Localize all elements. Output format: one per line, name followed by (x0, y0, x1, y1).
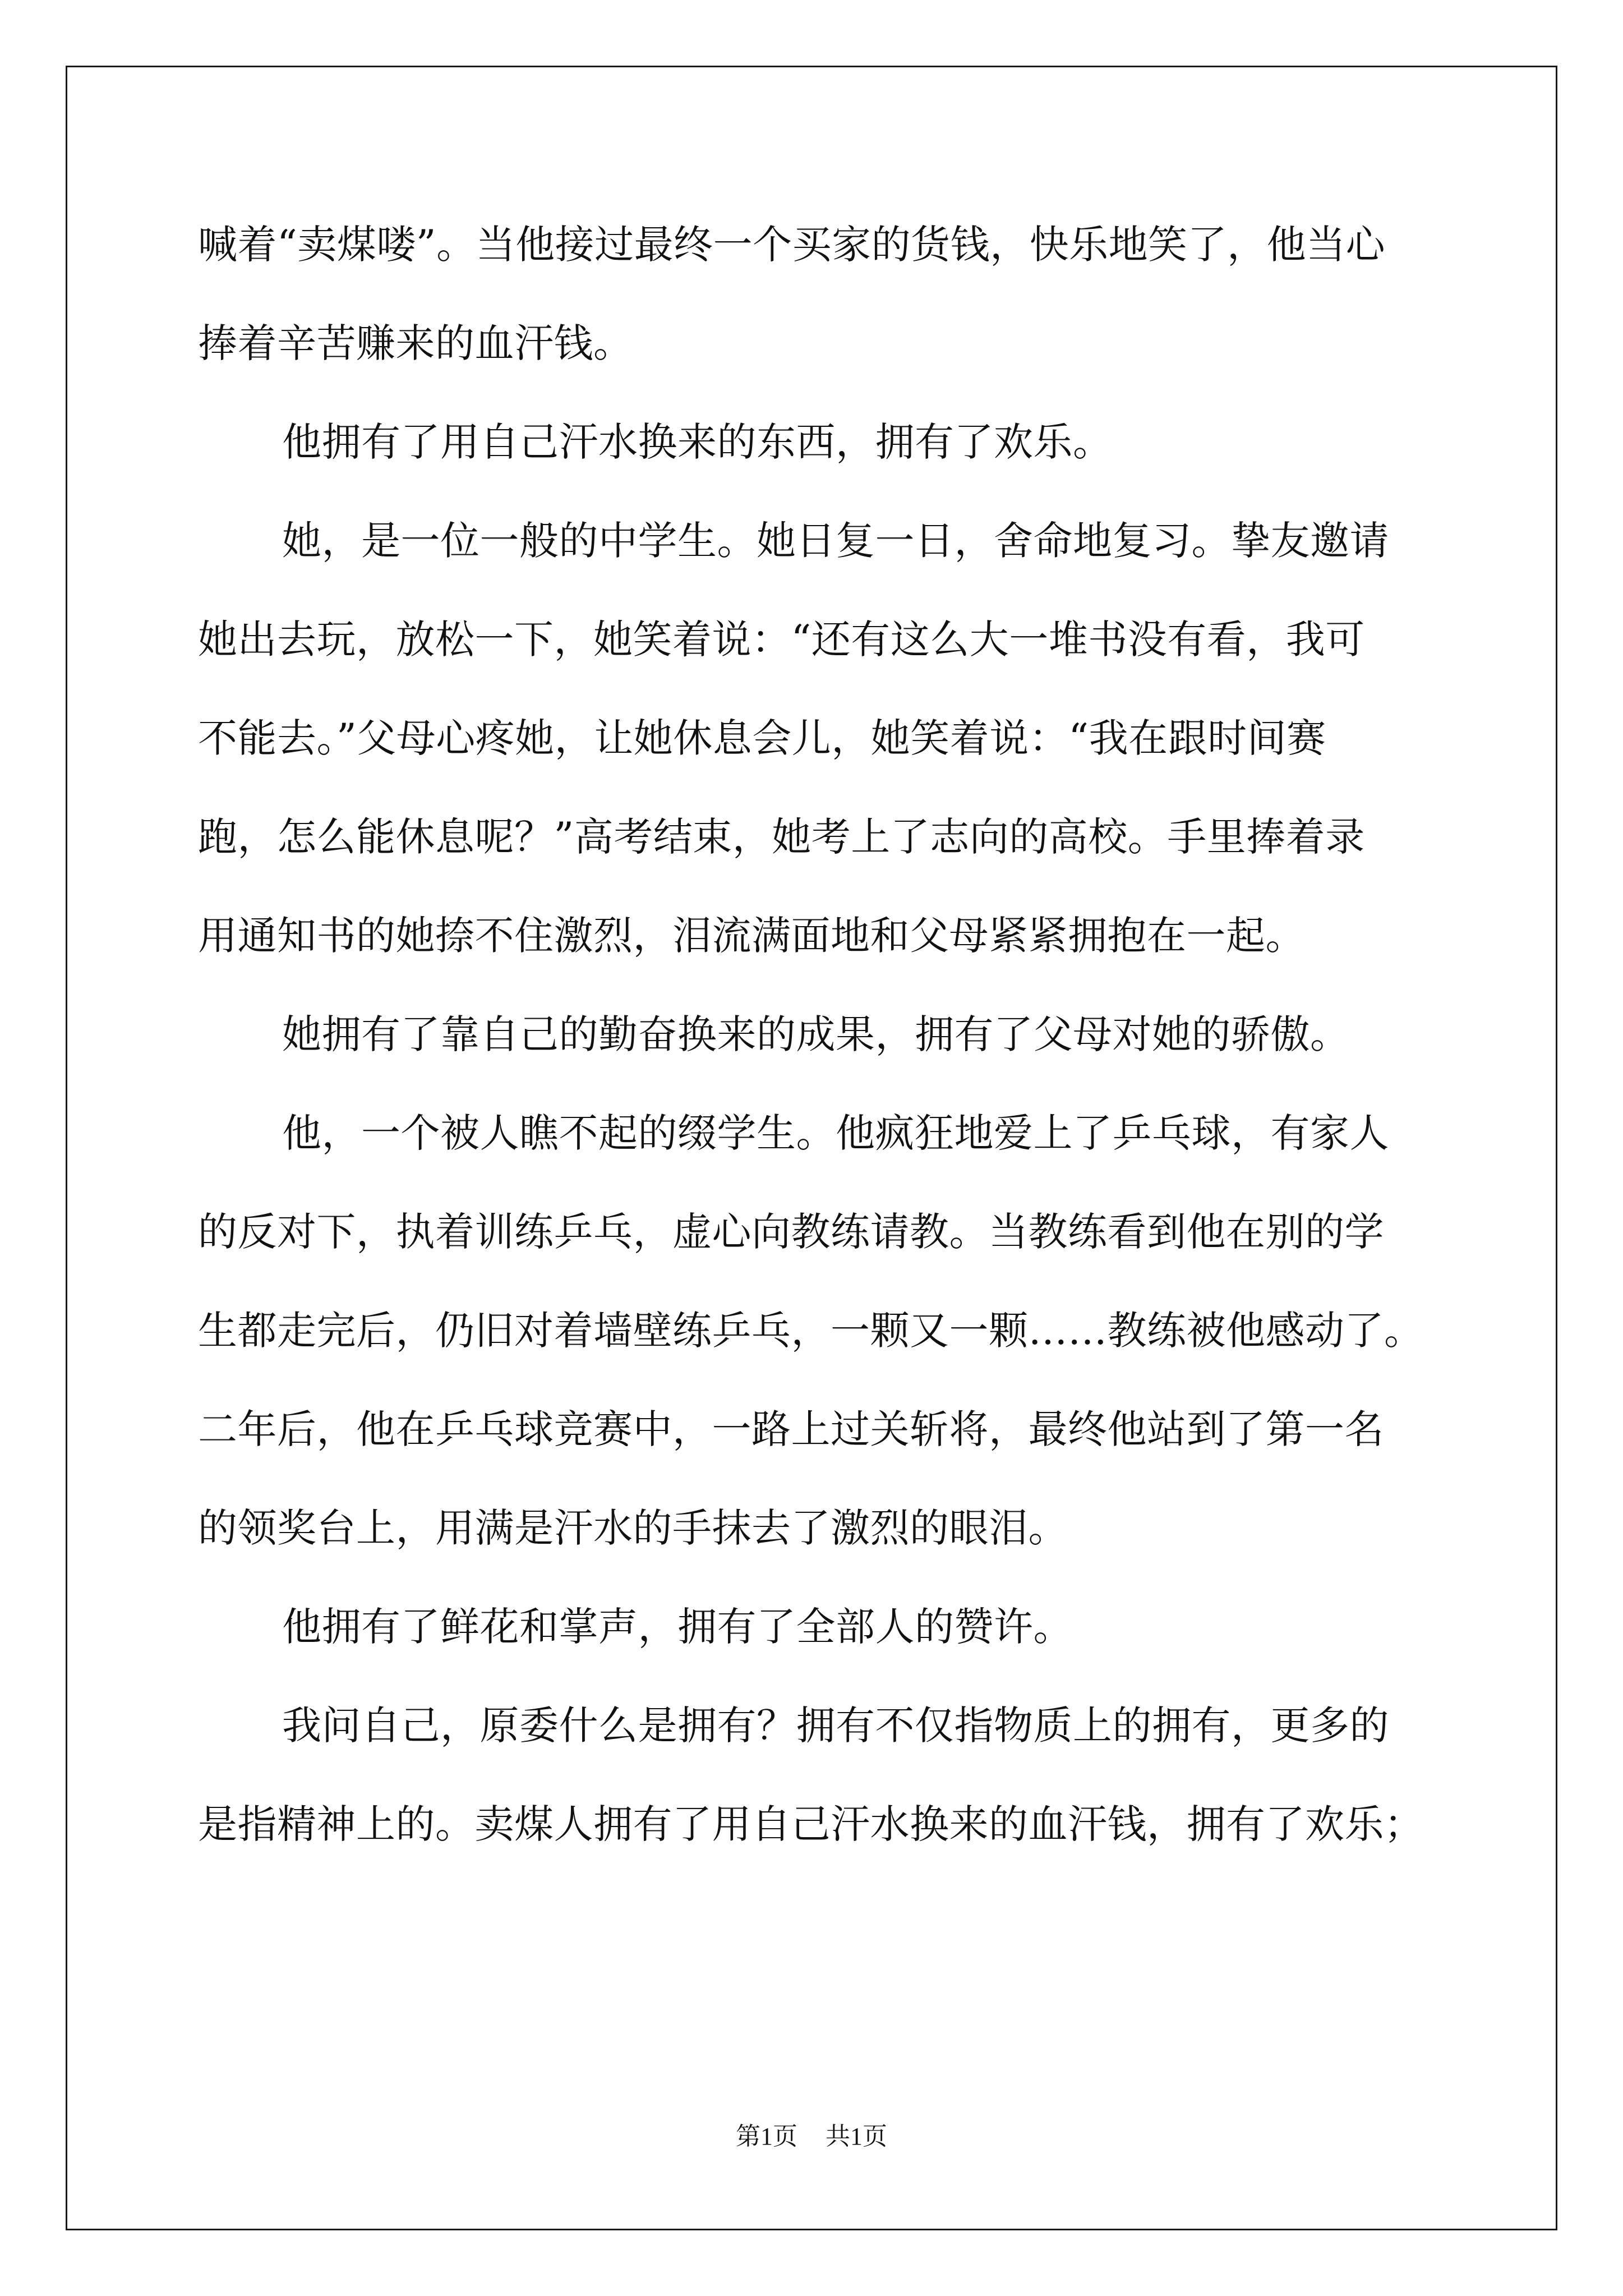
text-line: 她出去玩，放松一下，她笑着说：“还有这么大一堆书没有看，我可 (198, 616, 1365, 662)
paragraph-line: 他拥有了用自己汗水换来的东西，拥有了欢乐。 (282, 419, 1113, 465)
text-line: 跑，怎么能休息呢？”高考结束，她考上了志向的高校。手里捧着录 (198, 814, 1365, 860)
text-line: 的反对下，执着训练乒乓，虚心向教练请教。当教练看到他在别的学 (198, 1209, 1384, 1255)
text-line: 喊着“卖煤喽”。当他接过最终一个买家的货钱，快乐地笑了，他当心 (198, 222, 1386, 268)
paragraph-line: 他拥有了鲜花和掌声，拥有了全部人的赞许。 (282, 1604, 1073, 1650)
paragraph-line: 我问自己，原委什么是拥有？拥有不仅指物质上的拥有，更多的 (282, 1703, 1389, 1749)
page-number: 第1页 (736, 2123, 797, 2150)
text-line: 不能去。”父母心疼她，让她休息会儿，她笑着说：“我在跟时间赛 (198, 715, 1326, 761)
paragraph-line: 她，是一位一般的中学生。她日复一日，舍命地复习。挚友邀请 (282, 518, 1389, 564)
page-total: 共1页 (826, 2123, 887, 2150)
text-line: 生都走完后，仍旧对着墙壁练乒乓，一颗又一颗……教练被他感动了。 (198, 1308, 1424, 1354)
text-line: 二年后，他在乒乓球竞赛中，一路上过关斩将，最终他站到了第一名 (198, 1406, 1384, 1452)
page-footer (0, 2116, 1623, 2152)
paragraph-line: 她拥有了靠自己的勤奋换来的成果，拥有了父母对她的骄傲。 (282, 1011, 1350, 1057)
paragraph-line: 他，一个被人瞧不起的缀学生。他疯狂地爱上了乒乓球，有家人 (282, 1110, 1389, 1156)
text-line: 的领奖台上，用满是汗水的手抹去了激烈的眼泪。 (198, 1505, 1068, 1551)
document-body (198, 218, 1449, 1896)
text-line: 捧着辛苦赚来的血汗钱。 (198, 320, 633, 366)
text-line: 用通知书的她捺不住激烈，泪流满面地和父母紧紧拥抱在一起。 (198, 913, 1305, 959)
text-line: 是指精神上的。卖煤人拥有了用自己汗水换来的血汗钱，拥有了欢乐； (198, 1801, 1424, 1847)
